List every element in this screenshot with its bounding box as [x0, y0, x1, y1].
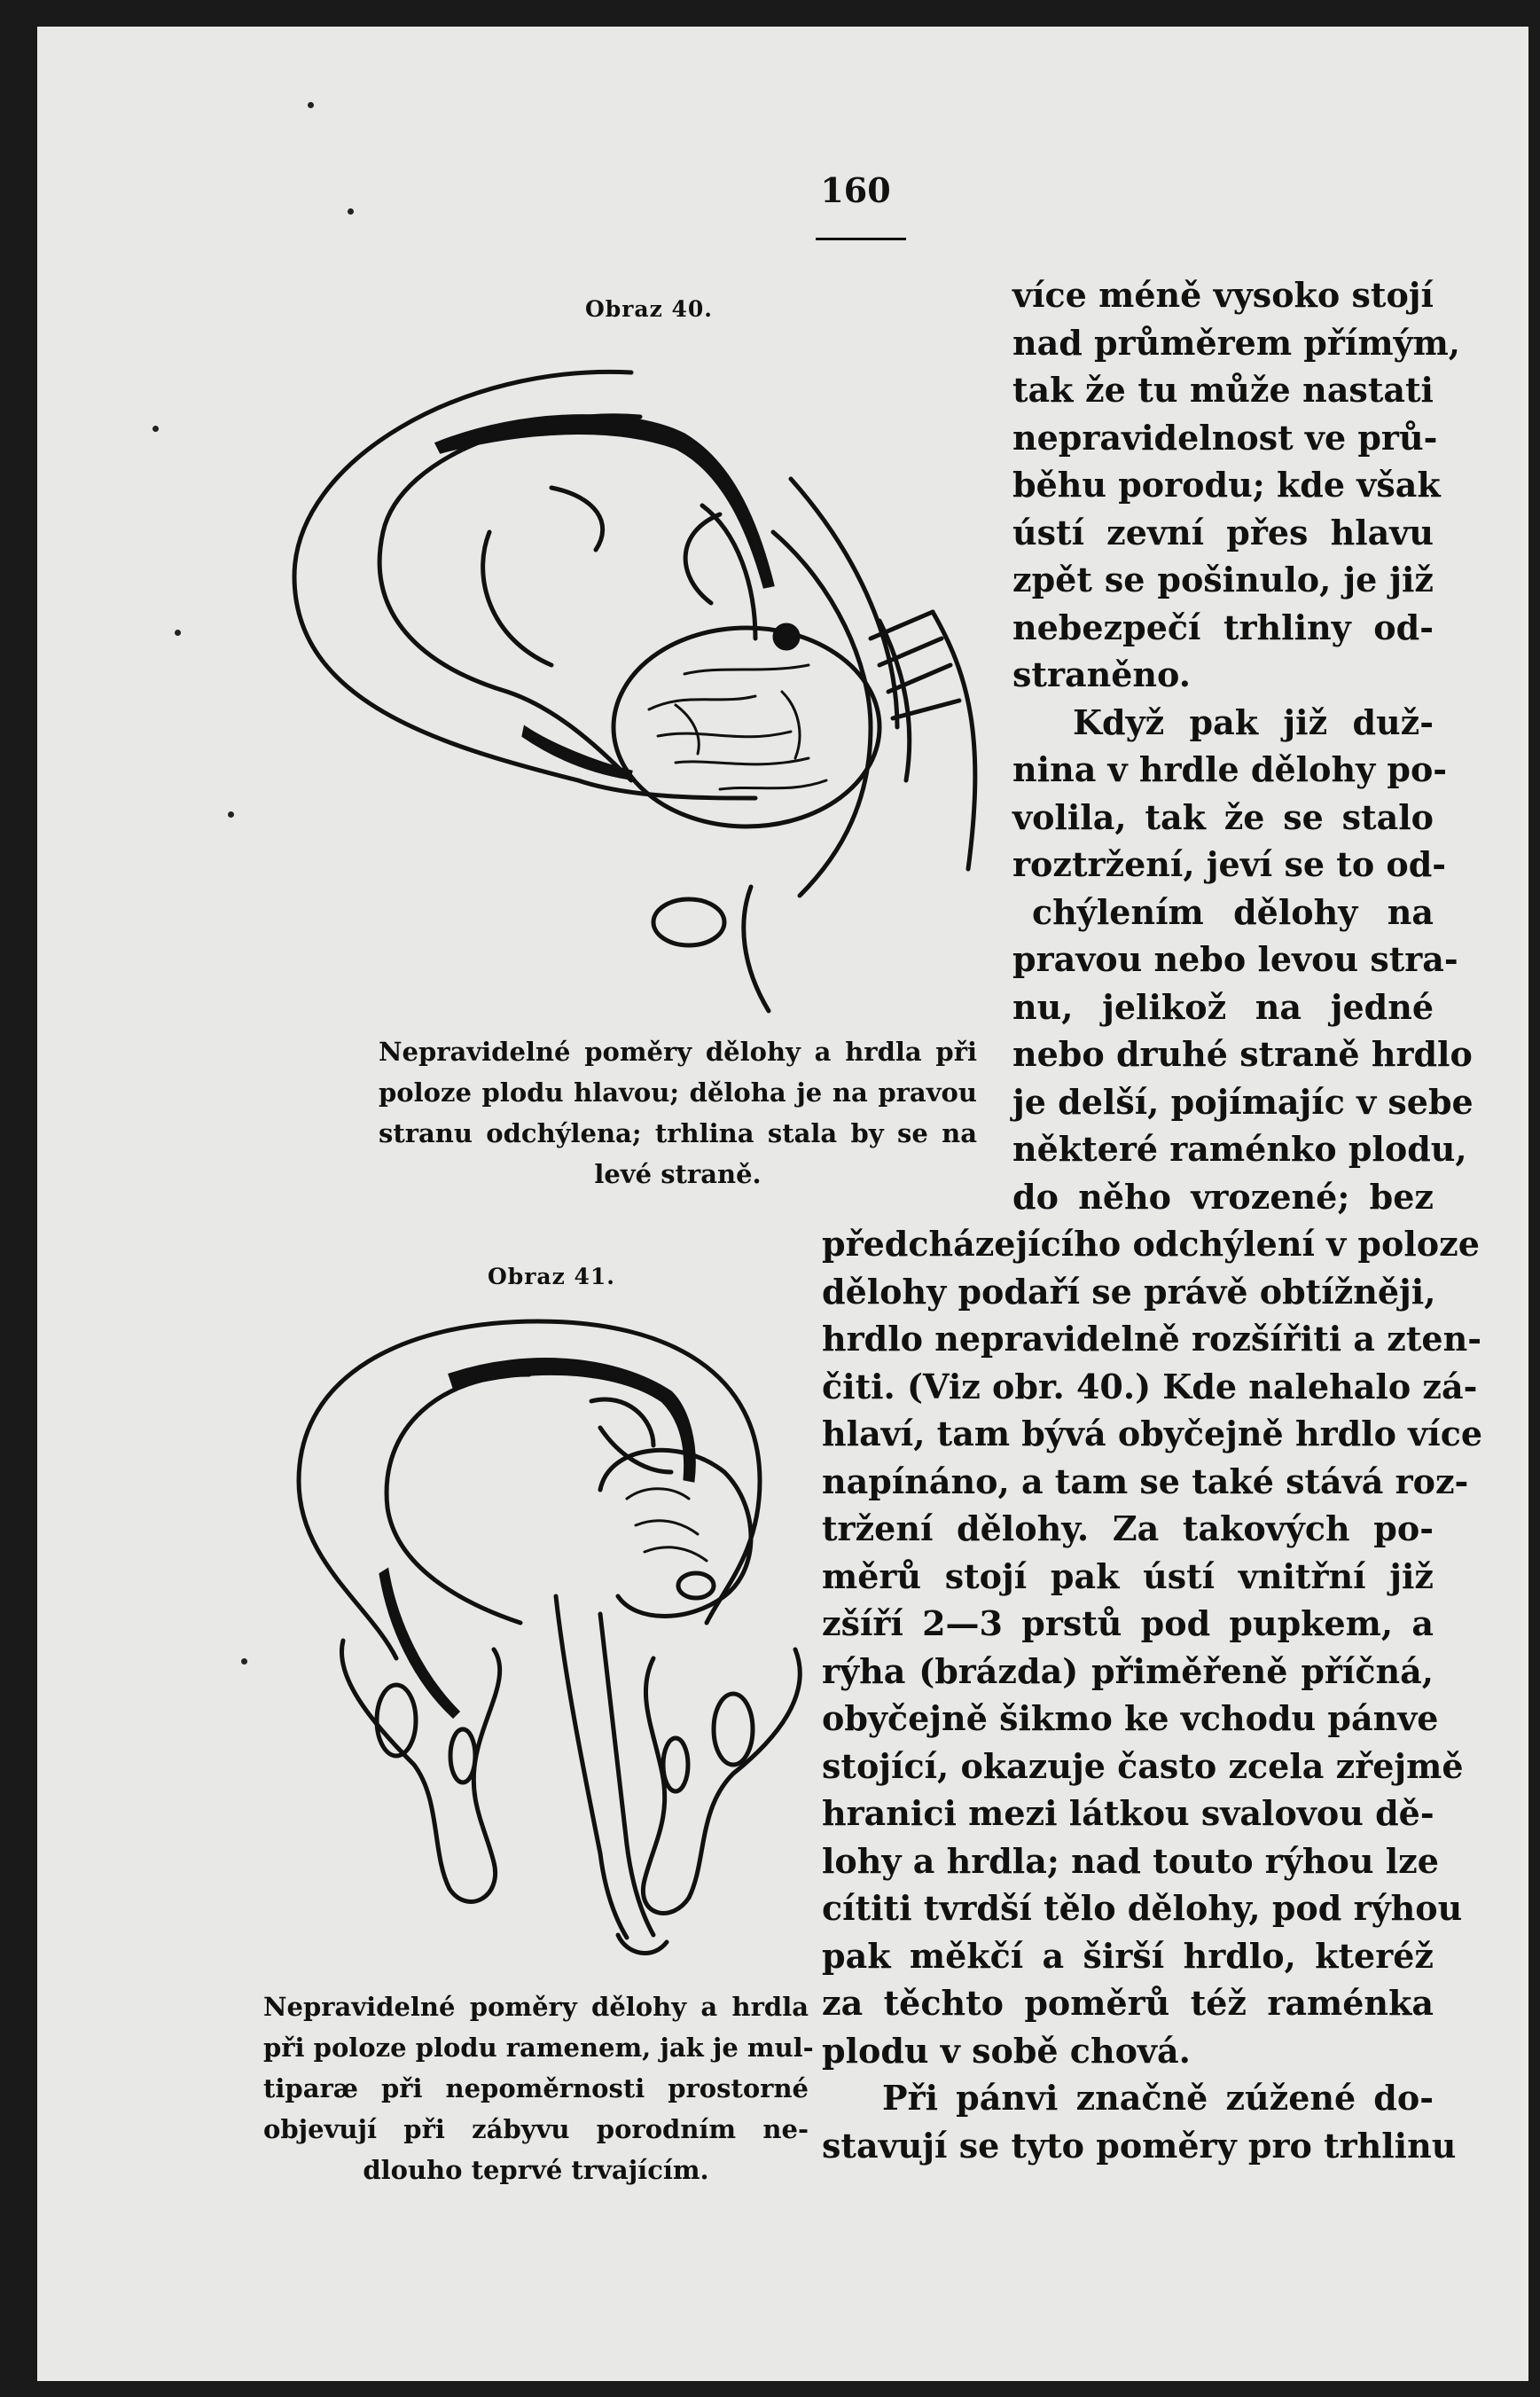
caption-line: Nepravidelné poměry dělohy a hrdla: [263, 1992, 809, 2022]
figure-41-caption: [263, 1986, 814, 2190]
text-line: napínáno, a tam se také stává roz-: [822, 1461, 1469, 1501]
text-line: hlaví, tam bývá obyčejně hrdlo více: [822, 1414, 1483, 1453]
text-line: měrů stojí pak ústí vnitřní již: [822, 1555, 1434, 1596]
figure-41-label: Obraz 41.: [487, 1264, 616, 1289]
caption-line: dlouho teprvé trvajícím.: [363, 2155, 709, 2185]
text-line: ústí zevní přes hlavu: [1012, 512, 1434, 552]
page-number-underline: [816, 238, 906, 240]
text-line: nu, jelikož na jedné: [1012, 986, 1434, 1027]
text-line: některé raménko plodu,: [1012, 1129, 1467, 1169]
text-line: pak měkčí a širší hrdlo, kteréž: [822, 1935, 1434, 1976]
scan-speck: [308, 102, 314, 108]
text-line: hrdlo nepravidelně rozšířiti a zten-: [822, 1319, 1481, 1359]
caption-line: při poloze plodu ramenem, jak je mul-: [263, 2033, 814, 2063]
text-line: za těchto poměrů též raménka: [822, 1983, 1434, 2023]
text-line: nad průměrem přímým,: [1012, 322, 1461, 363]
text-line: zšíří 2—3 prstů pod pupkem, a: [822, 1603, 1434, 1643]
text-line: je delší, pojímajíc v sebe: [1012, 1081, 1474, 1122]
scan-speck: [348, 208, 354, 215]
figure-40-caption: [379, 1031, 977, 1195]
caption-line: levé straně.: [594, 1159, 762, 1189]
text-line: hranici mezi látkou svalovou dě-: [822, 1793, 1434, 1833]
text-line: dělohy podaří se právě obtížněji,: [822, 1271, 1436, 1312]
text-line: předcházejícího odchýlení v poloze: [822, 1224, 1480, 1264]
text-line: straněno.: [1012, 654, 1191, 694]
scan-speck: [228, 811, 234, 818]
caption-line: objevují při zábyvu porodním ne-: [263, 2114, 809, 2144]
text-line: nebo druhé straně hrdlo: [1012, 1034, 1473, 1074]
text-line: stojící, okazuje často zcela zřejmě: [822, 1745, 1464, 1786]
text-line: obyčejně šikmo ke vchodu pánve: [822, 1698, 1439, 1738]
text-line: pravou nebo levou stra-: [1012, 939, 1458, 979]
text-line: roztržení, jeví se to od-: [1012, 844, 1447, 884]
text-line: běhu porodu; kde však: [1012, 465, 1441, 505]
text-line: více méně vysoko stojí: [1012, 275, 1434, 315]
caption-line: Nepravidelné poměry dělohy a hrdla při: [379, 1037, 977, 1067]
text-line: chýlením dělohy na: [1032, 891, 1434, 932]
text-line: Když pak již duž-: [1073, 701, 1434, 742]
figure-40-label: Obraz 40.: [584, 296, 714, 322]
text-line: čiti. (Viz obr. 40.) Kde nalehalo zá-: [822, 1366, 1478, 1406]
text-line: lohy a hrdla; nad touto rýhou lze: [822, 1840, 1439, 1881]
text-line: nebezpečí trhliny od-: [1012, 607, 1434, 647]
figure-40-illustration: [259, 355, 1039, 1029]
text-line: tak že tu může nastati: [1012, 370, 1434, 410]
text-line: Při pánvi značně zúžené do-: [882, 2078, 1434, 2118]
text-line: zpět se pošinulo, je již: [1012, 560, 1434, 599]
text-line: plodu v sobě chová.: [822, 2030, 1191, 2071]
scan-speck: [241, 1658, 247, 1665]
scan-speck: [175, 630, 181, 636]
text-line: tržení dělohy. Za takových po-: [822, 1508, 1434, 1548]
text-line: nepravidelnost ve prů-: [1012, 417, 1438, 458]
text-line: nina v hrdle dělohy po-: [1012, 749, 1448, 789]
body-text-wide-column: [822, 1220, 1483, 2169]
text-line: volila, tak že se stalo: [1012, 796, 1434, 837]
body-text-narrow-column: [1012, 271, 1474, 1220]
caption-line: tiparæ při nepoměrnosti prostorné: [263, 2073, 809, 2103]
scan-speck: [152, 426, 159, 432]
caption-line: stranu odchýlena; trhlina stala by se na: [379, 1118, 977, 1148]
scanned-page: [37, 27, 1528, 2381]
text-line: rýha (brázda) přiměřeně příčná,: [822, 1650, 1434, 1691]
caption-line: poloze plodu hlavou; děloha je na pravou: [379, 1077, 977, 1108]
figure-41-illustration: [263, 1304, 822, 1986]
text-line: do něho vrozené; bez: [1012, 1176, 1434, 1217]
page-number: 160: [820, 170, 891, 210]
text-line: stavují se tyto poměry pro trhlinu: [822, 2125, 1457, 2166]
text-line: cítiti tvrdší tělo dělohy, pod rýhou: [822, 1888, 1463, 1928]
